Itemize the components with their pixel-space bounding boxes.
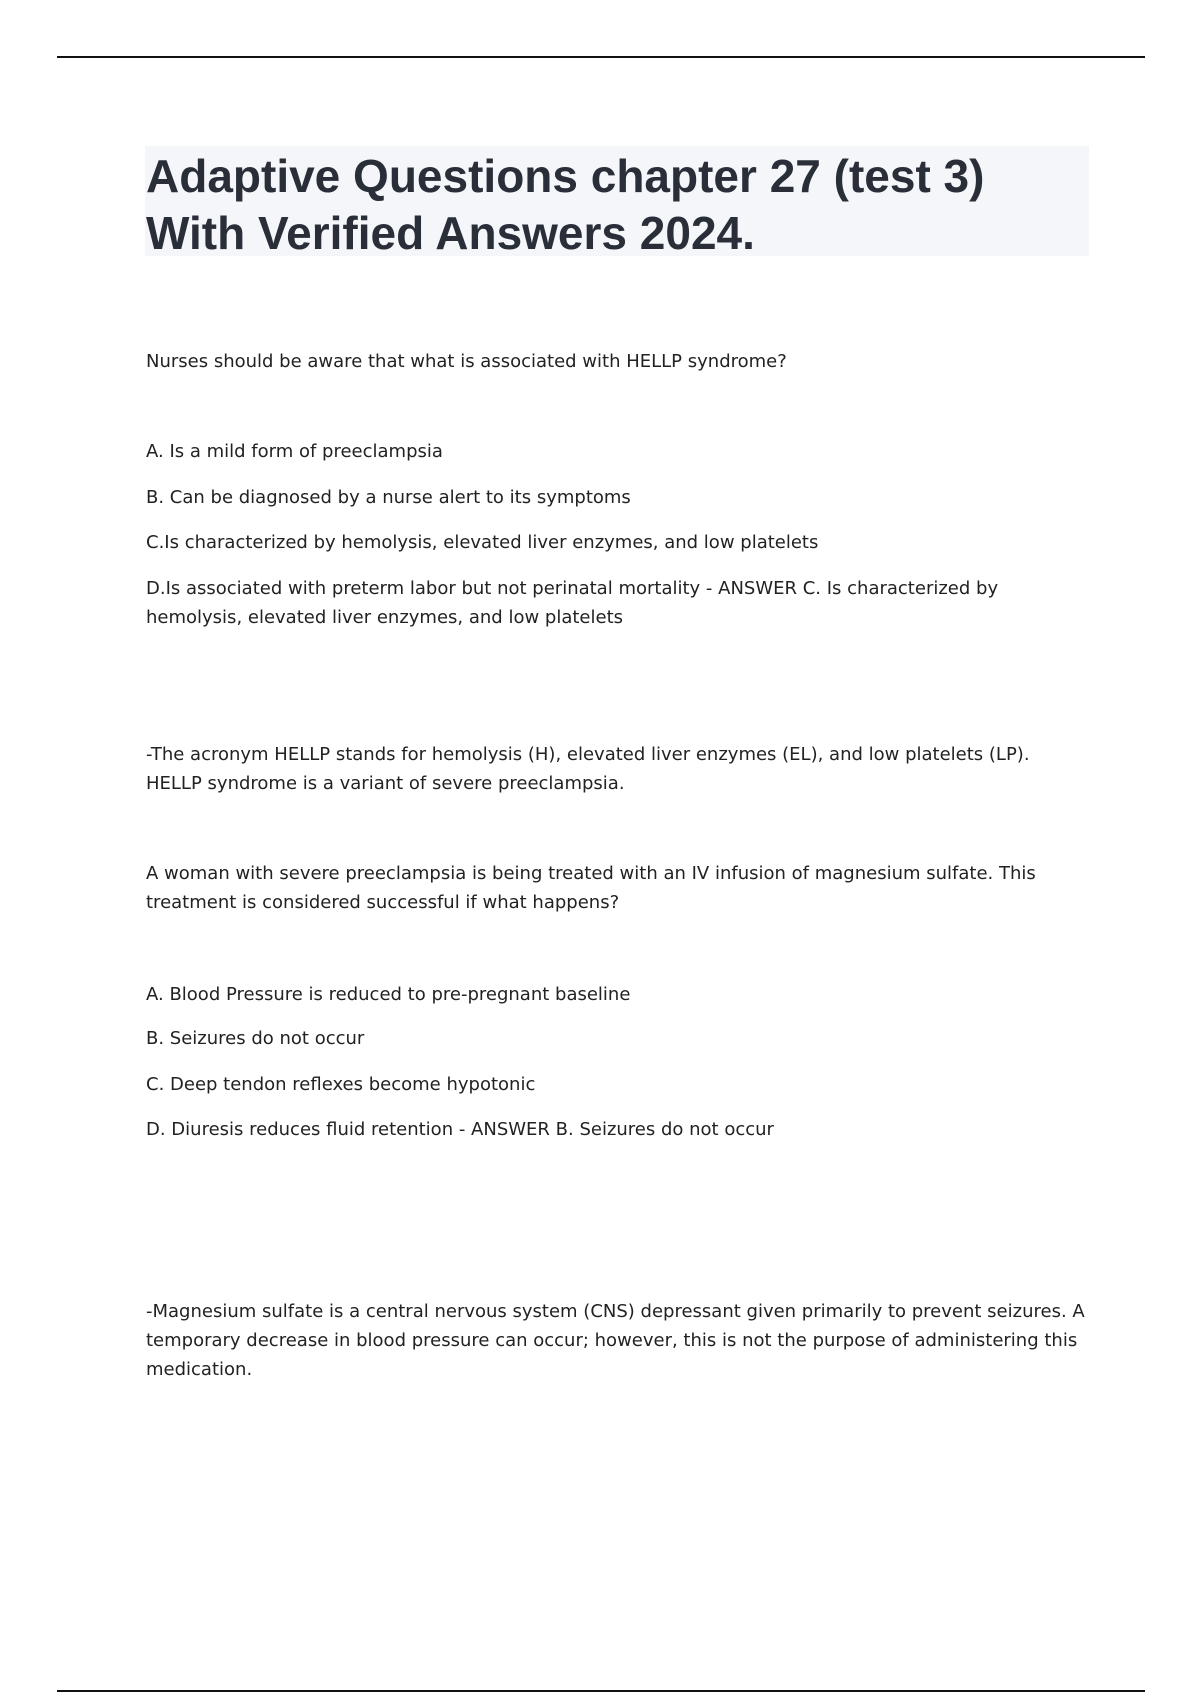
question-1-rationale: -The acronym HELLP stands for hemolysis (H), elevated liver enzymes (EL), and low platelets (LP). HELLP syndrome is a variant of severe preeclampsia. — [146, 744, 1030, 794]
question-2-option-d-answer: D. Diuresis reduces fluid retention - ANSWER B. Seizures do not occur — [146, 1119, 774, 1140]
question-1-option-d-answer: D.Is associated with preterm labor but not perinatal mortality - ANSWER C. Is characterized by hemolysis, elevated liver enzymes, and low platelets — [146, 578, 999, 628]
question-1-option-c: C.Is characterized by hemolysis, elevated liver enzymes, and low platelets — [146, 532, 819, 553]
question-2-option-b: B. Seizures do not occur — [146, 1028, 365, 1049]
top-divider — [57, 56, 1145, 58]
question-2-prompt: A woman with severe preeclampsia is being treated with an IV infusion of magnesium sulfate. This treatment is considered successful if what happens? — [146, 863, 1036, 913]
question-1-option-a: A. Is a mild form of preeclampsia — [146, 441, 443, 462]
question-2-option-a: A. Blood Pressure is reduced to pre-pregnant baseline — [146, 984, 631, 1005]
question-2-option-c: C. Deep tendon reflexes become hypotonic — [146, 1074, 536, 1095]
bottom-divider — [57, 1690, 1145, 1692]
question-2-rationale: -Magnesium sulfate is a central nervous system (CNS) depressant given primarily to prevent seizures. A temporary decrease in blood pressure can occur; however, this is not the purpose of administering this medication. — [146, 1301, 1085, 1380]
question-1-option-b: B. Can be diagnosed by a nurse alert to its symptoms — [146, 487, 631, 508]
document-title: Adaptive Questions chapter 27 (test 3) With Verified Answers 2024. — [146, 150, 985, 259]
question-1-prompt: Nurses should be aware that what is associated with HELLP syndrome? — [146, 351, 787, 372]
